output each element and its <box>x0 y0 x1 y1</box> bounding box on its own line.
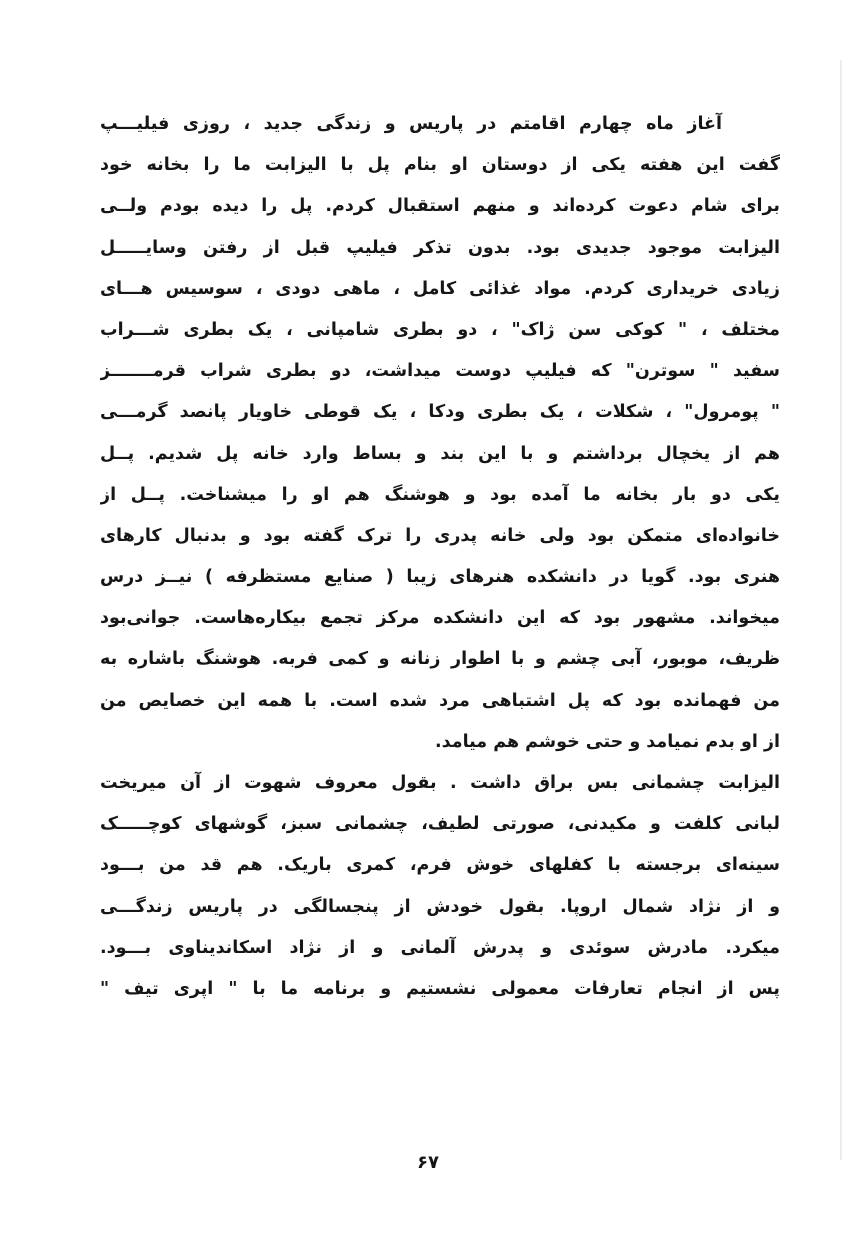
text-line-1: آغاز ماه چهارم اقامتم در پاریس و زندگی جدید ، روزی فیلیـــپ <box>100 114 722 134</box>
text-line-16: از او بدم نمیامد و حتی خوشم هم میامد. <box>434 731 780 752</box>
text-line-7: سفید " سوترن" که فیلیپ دوست میداشت، دو بطری شراب قرمـــــــز <box>100 361 780 382</box>
text-line-3: برای شام دعوت کرده‌اند و منهم استقبال کردم. پل را دیده بودم ولــی <box>100 196 780 217</box>
text-line-22: پس از انجام تعارفات معمولی نشستیم و برنامه ما با " اپری تیف " <box>100 978 780 999</box>
text-line-15: من فهمانده بود که پل اشتباهی مرد شده است. با همه این خصایص من <box>100 690 780 711</box>
text-line-9: هم از یخچال برداشتم و با این بند و بساط وارد خانه پل شدیم. پــل <box>100 443 780 464</box>
page-edge-shadow <box>840 60 842 1160</box>
text-line-2: گفت این هفته یکی از دوستان او بنام پل با الیزابت ما را بخانه خود <box>100 155 780 176</box>
text-line-17: الیزابت چشمانی بس براق داشت . بقول معروف شهوت از آن میریخت <box>100 773 780 793</box>
text-line-21: میکرد. مادرش سوئدی و پدرش آلمانی و از نژاد اسکاندیناوی بـــود. <box>100 937 780 958</box>
body-text <box>100 104 780 1010</box>
text-line-4: الیزابت موجود جدیدی بود. بدون تذکر فیلیپ قبل از رفتن وسایـــــل <box>100 237 780 258</box>
text-line-12: هنری بود. گویا در دانشکده هنرهای زیبا ( صنایع مستظرفه ) نیــز درس <box>100 567 780 588</box>
text-line-14: ظریف، موبور، آبی چشم و با اطوار زنانه و کمی فربه. هوشنگ باشاره به <box>100 649 780 670</box>
text-line-19: سینه‌ای برجسته با کفلهای خوش فرم، کمری باریک. هم قد من بـــود <box>100 855 780 876</box>
text-line-20: و از نژاد شمال اروپا. بقول خودش از پنجسالگی در پاریس زندگـــی <box>100 896 780 917</box>
page-number: ۶۷ <box>417 1152 439 1173</box>
text-line-11: خانواده‌ای متمکن بود ولی خانه پدری را ترک گفته بود و بدنبال کارهای <box>100 525 780 546</box>
text-line-6: مختلف ، " کوکی سن ژاک" ، دو بطری شامپانی ، یک بطری شـــراب <box>100 319 780 340</box>
text-line-10: یکی دو بار بخانه ما آمده بود و هوشنگ هم او را میشناخت. پــل از <box>100 484 780 505</box>
text-line-8: " پومرول" ، شکلات ، یک بطری ودکا ، یک قوطی خاویار پانصد گرمـــی <box>100 402 780 423</box>
text-line-18: لبانی کلفت و مکیدنی، صورتی لطیف، چشمانی سبز، گوشهای کوچـــــک <box>100 814 780 835</box>
text-line-13: میخواند. مشهور بود که این دانشکده مرکز تجمع بیکاره‌هاست. جوانی‌بود <box>100 608 780 629</box>
text-line-5: زیادی خریداری کردم. مواد غذائی کامل ، ماهی دودی ، سوسیس هـــای <box>100 278 780 299</box>
